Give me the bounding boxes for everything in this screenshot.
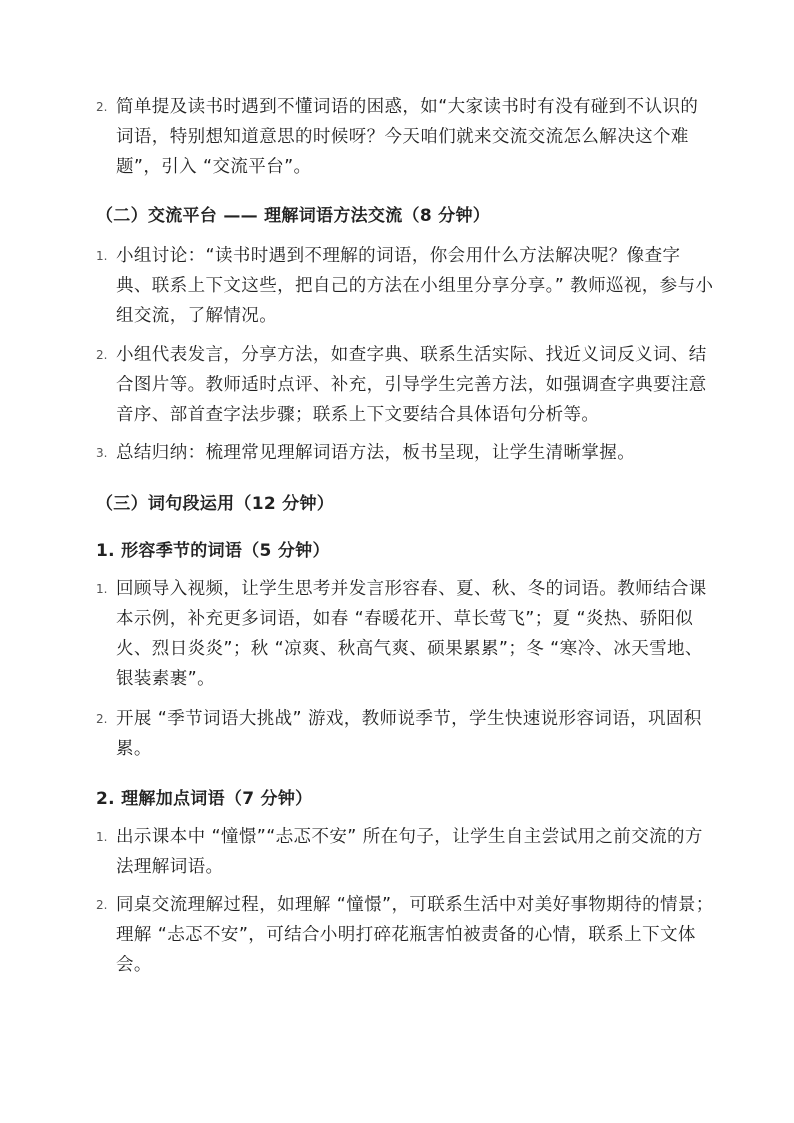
list-item: [0, 92, 794, 182]
list-number: 2.: [96, 898, 108, 912]
section2-list: [0, 241, 794, 331]
list-text: 开展 “季节词语大挑战” 游戏，教师说季节，学生快速说形容词语，巩固积累。: [116, 709, 702, 759]
intro-list: [0, 92, 794, 182]
list-item: [0, 890, 794, 980]
list-number: 1.: [96, 582, 108, 596]
subsection-heading: 2. 理解加点词语（7 分钟）: [96, 789, 313, 809]
list-text: 出示课本中 “憧憬”“忐忑不安” 所在句子，让学生自主尝试用之前交流的方法理解词语。: [116, 827, 703, 877]
list-text: 简单提及读书时遇到不懂词语的困惑，如“大家读书时有没有碰到不认识的词语，特别想知道意思的时候呀？今天咱们就来交流交流怎么解决这个难题”，引入 “交流平台”。: [116, 97, 699, 177]
list-item: [0, 574, 794, 694]
list-item: [0, 704, 794, 764]
list-item: [0, 438, 794, 468]
section2-list: [0, 438, 794, 468]
list-number: 2.: [96, 100, 108, 114]
list-text: 同桌交流理解过程，如理解 “憧憬”，可联系生活中对美好事物期待的情景；理解 “忐忑不安”，可结合小明打碎花瓶害怕被责备的心情，联系上下文体会。: [116, 895, 714, 975]
section-heading: （二）交流平台 —— 理解词语方法交流（8 分钟）: [96, 206, 491, 226]
subsection1-list: [0, 574, 794, 694]
subsection2-list: [0, 822, 794, 882]
list-number: 1.: [96, 830, 108, 844]
list-item: [0, 241, 794, 331]
list-text: 小组代表发言，分享方法，如查字典、联系生活实际、找近义词反义词、结合图片等。教师适时点评、补充，引导学生完善方法，如强调查字典要注意音序、部首查字法步骤；联系上下文要结合具体语句分析等。: [116, 345, 707, 425]
subsection-heading: 1. 形容季节的词语（5 分钟）: [96, 541, 330, 561]
list-number: 2.: [96, 348, 108, 362]
subsection2-list: [0, 890, 794, 980]
list-number: 2.: [96, 712, 108, 726]
list-item: [0, 340, 794, 430]
list-text: 总结归纳：梳理常见理解词语方法，板书呈现，让学生清晰掌握。: [116, 443, 636, 463]
section-heading: （三）词句段运用（12 分钟）: [96, 494, 335, 514]
subsection1-list: [0, 704, 794, 764]
list-number: 3.: [96, 446, 108, 460]
list-text: 小组讨论：“读书时遇到不理解的词语，你会用什么方法解决呢？像查字典、联系上下文这些，把自己的方法在小组里分享分享。” 教师巡视，参与小组交流，了解情况。: [116, 246, 714, 326]
list-text: 回顾导入视频，让学生思考并发言形容春、夏、秋、冬的词语。教师结合课本示例，补充更多词语，如春 “春暖花开、草长莺飞”；夏 “炎热、骄阳似火、烈日炎炎”；秋 “凉爽、秋高气爽、硕果累累”；冬 “寒冷、冰天雪地、银装素裹”。: [116, 579, 707, 689]
list-number: 1.: [96, 249, 108, 263]
section2-list: [0, 340, 794, 430]
list-item: [0, 822, 794, 882]
